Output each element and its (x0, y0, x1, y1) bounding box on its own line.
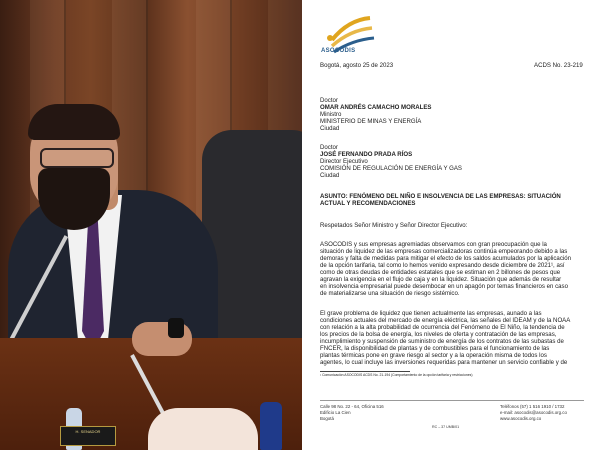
footer-contact: Teléfonos (57) 1 516 1910 / 1732 (500, 404, 565, 409)
hair (28, 104, 120, 140)
recipient-org: COMISIÓN DE REGULACIÓN DE ENERGÍA Y GAS (320, 165, 462, 172)
recipient-name: JOSÉ FERNANDO PRADA RÍOS (320, 151, 413, 158)
paragraph-line: ASOCODIS y sus empresas agremiadas observamos con gran preocupación que la (320, 241, 547, 248)
glasses (40, 148, 114, 168)
paragraph-line: con relación a la alta probabilidad de ocurrencia del Fenómeno de El Niño, la tendencia de (320, 324, 565, 331)
paragraph-line: agentes, lo cual incluye las inversiones requeridas para mantener un servicio confiable y de (320, 359, 568, 366)
paragraph-line: plantas térmicas pone en grave riesgo al sector y a la operación misma de todos los (320, 352, 547, 359)
paragraph-line: los precios de la bolsa de energía, los niveles de oferta y contratación de las empresas, (320, 331, 557, 338)
footer-code: RC – 37 UMB/01 (432, 425, 460, 429)
paragraph-line: en insolvencia empresarial puede desembocar en un apagón por temas financieros en caso (320, 283, 568, 290)
paragraph-line: de la opción tarifaria, tal como lo hemos venido expresando desde diciembre de 2021¹, así (320, 262, 565, 269)
salutation: Respetados Señor Ministro y Señor Director Ejecutivo: (320, 222, 468, 229)
watch (168, 318, 184, 338)
footer-address: Calle 98 No. 22 - 64, Oficina 516 (320, 404, 384, 409)
paragraph-line: FNCER, la disponibilidad de plantas y de combustibles para el funcionamiento de las (320, 345, 550, 352)
recipient-city: Ciudad (320, 172, 340, 179)
water-bottle (260, 402, 282, 450)
recipient-org: MINISTERIO DE MINAS Y ENERGÍA (320, 118, 422, 125)
logo-name: ASOCODIS (321, 48, 356, 54)
paragraph-line: incumplimiento y suspensión de suministro de energía de los contratos de las subastas de (320, 338, 564, 345)
paragraph-line: situación de liquidez de las empresas comercializadoras continúa empeorando debido a las (320, 248, 568, 255)
recipient-title: Doctor (320, 97, 338, 104)
footer-address: Edificio La Cien (320, 410, 351, 415)
footnote-divider (320, 371, 410, 372)
reference-number: ACDS No. 23-219 (534, 62, 583, 69)
paragraph-line: El grave problema de liquidez que tienen actualmente las empresas, aunado a las (320, 310, 542, 317)
recipient-role: Director Ejecutivo (320, 158, 368, 165)
place-date: Bogotá, agosto 25 de 2023 (320, 62, 394, 69)
foreground-hand (148, 408, 258, 450)
recipient-city: Ciudad (320, 125, 340, 132)
letter-document (304, 0, 600, 450)
footer-divider (320, 400, 584, 401)
paragraph-line: agravan la exigencia en el flujo de caja y en la liquidez. Situación que además de resultar (320, 276, 562, 283)
footer-contact: e-mail: asocodis@asocodis.org.co (500, 410, 567, 415)
subject-line: ASUNTO: FENÓMENO DEL NIÑO E INSOLVENCIA DE LAS EMPRESAS: SITUACIÓN (320, 193, 561, 200)
recipient-role: Ministro (320, 111, 342, 118)
paragraph-line: de materializarse una situación de riesgo sistémico. (320, 290, 460, 297)
footnote: ¹ Comunicación ASOCODIS ACDS No. 21-194 (Comportamiento de la opción tarifaria y restricciones) (320, 373, 473, 377)
recipient-name: OMAR ANDRÉS CAMACHO MORALES (320, 104, 432, 111)
footer-contact: www.asocodis.org.co (500, 416, 542, 421)
paragraph-line: demoras y falta de medidas para mitigar el efecto de los saldos acumulados por la aplicación (320, 255, 571, 262)
nameplate: H. SENADOR (60, 426, 116, 446)
paragraph-line: como de otras deudas de entidades estatales que se estiman en 2 billones de pesos que (320, 269, 561, 276)
subject-line: ACTUAL Y RECOMENDACIONES (320, 200, 416, 207)
paragraph-line: condiciones actuales del mercado de energía eléctrica, las señales del IDEAM y de la NOAA (320, 317, 571, 324)
footer-address: Bogotá (320, 416, 334, 421)
recipient-title: Doctor (320, 144, 338, 151)
